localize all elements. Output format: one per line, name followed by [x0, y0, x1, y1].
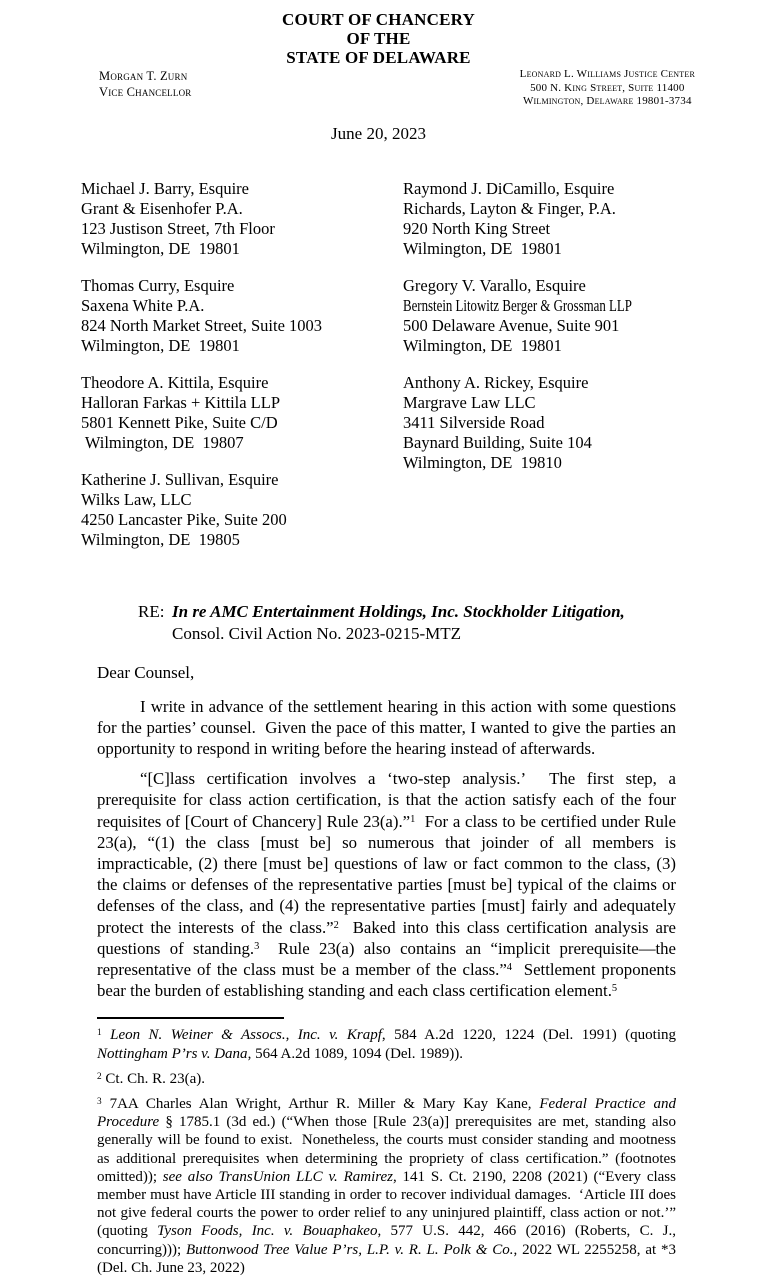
- recipient-line: Baynard Building, Suite 104: [403, 432, 592, 452]
- footnote: $^2$ Ct. Ch. R. 23(a).: [97, 1070, 205, 1087]
- recipient-line: Saxena White P.A.: [81, 295, 205, 315]
- recipient-line: Michael J. Barry, Esquire: [81, 178, 250, 198]
- recipient-line: Bernstein Litowitz Berger & Grossman LLP: [403, 295, 632, 315]
- recipient-line: Wilmington, DE 19810: [403, 452, 562, 472]
- recipient-line: Wilmington, DE 19801: [403, 238, 562, 258]
- footnote-separator: [97, 1017, 284, 1019]
- recipient-line: Gregory V. Varallo, Esquire: [403, 275, 586, 295]
- courthouse-address-line: 500 N. King Street, Suite 11400: [530, 81, 685, 94]
- case-name: In re AMC Entertainment Holdings, Inc. Stockholder Litigation,: [172, 601, 625, 621]
- court-header-line: OF THE: [346, 29, 411, 48]
- court-header: [0, 0, 757, 67]
- recipient-line: Katherine J. Sullivan, Esquire: [81, 469, 279, 489]
- recipient-line: Wilmington, DE 19807: [81, 432, 244, 452]
- courthouse-address-line: Wilmington, Delaware 19801-3734: [522, 95, 692, 107]
- judge-block: [99, 68, 191, 100]
- recipient-line: 4250 Lancaster Pike, Suite 200: [81, 509, 287, 529]
- recipient-block: [81, 179, 403, 259]
- recipient-line: Wilmington, DE 19801: [81, 238, 240, 258]
- recipient-line: Grant & Eisenhofer P.A.: [81, 198, 243, 218]
- footnote: $^1$ Leon N. Weiner & Assocs., Inc. v. Krapf, 584 A.2d 1220, 1224 (Del. 1991) (quoting Nottingham P’rs v. Dana, 564 A.2d 1089, 1094 (Del. 1989)).: [97, 1027, 676, 1062]
- recipient-line: Theodore A. Kittila, Esquire: [81, 372, 269, 392]
- recipient-block: [403, 373, 725, 473]
- letterhead-row: [0, 67, 757, 109]
- recipient-line: 824 North Market Street, Suite 1003: [81, 315, 323, 335]
- recipient-line: Anthony A. Rickey, Esquire: [403, 372, 589, 392]
- judge-name: Morgan T. Zurn: [99, 69, 188, 83]
- body-paragraph: I write in advance of the settlement hearing in this action with some questions for the parties’ counsel. Given the pace of this matter, I wanted to give the parties an opportunity to respond in writing before the hearing instead of afterwards.: [97, 696, 676, 758]
- footnote: $^3$ 7AA Charles Alan Wright, Arthur R. Miller & Mary Kay Kane, Federal Practice and Procedure § 1785.1 (3d ed.) (“When those [Rule 23(a)] prerequisites are met, standing also generally will be found to exist. Nonetheless, the courts must consider standing and mootness as additional prerequisites when determining the propriety of class certification.” (footnotes omitted)); see also TransUnion LLC v. Ramirez, 141 S. Ct. 2190, 2208 (2021) (“Every class member must have Article III standing in order to recover individual damages. ‘Article III does not give federal courts the power to order relief to any uninjured plaintiff, class action or not.’” (quoting Tyson Foods, Inc. v. Bouaphakeo, 577 U.S. 442, 466 (2016) (Roberts, C. J., concurring))); Buttonwood Tree Value P’rs, L.P. v. R. L. Polk & Co., 2022 WL 2255258, at *3 (Del. Ch. June 23, 2022): [97, 1095, 677, 1276]
- courthouse-address-line: Leonard L. Williams Justice Center: [519, 68, 695, 80]
- re-label: RE:: [138, 601, 165, 621]
- recipient-line: Halloran Farkas + Kittila LLP: [81, 392, 281, 412]
- recipient-block: [81, 470, 403, 550]
- case-number: Consol. Civil Action No. 2023-0215-MTZ: [172, 623, 461, 643]
- recipient-line: Wilmington, DE 19805: [81, 529, 240, 549]
- recipient-block: [81, 373, 403, 453]
- recipient-line: Wilmington, DE 19801: [403, 335, 562, 355]
- recipient-line: Richards, Layton & Finger, P.A.: [403, 198, 616, 218]
- recipient-line: Thomas Curry, Esquire: [81, 275, 235, 295]
- salutation: Dear Counsel,: [97, 662, 195, 682]
- recipient-line: 500 Delaware Avenue, Suite 901: [403, 315, 620, 335]
- court-header-line: COURT OF CHANCERY: [282, 10, 475, 29]
- letter-body: [97, 696, 676, 1002]
- recipient-line: Raymond J. DiCamillo, Esquire: [403, 178, 615, 198]
- judge-title: Vice Chancellor: [99, 85, 192, 99]
- recipient-line: 920 North King Street: [403, 218, 551, 238]
- recipient-block: [403, 179, 725, 259]
- courthouse-address: [520, 68, 695, 109]
- recipient-line: 3411 Silverside Road: [403, 412, 545, 432]
- recipient-block: [81, 276, 403, 356]
- recipient-block: [403, 276, 725, 356]
- recipient-line: Margrave Law LLC: [403, 392, 536, 412]
- recipient-line: Wilks Law, LLC: [81, 489, 192, 509]
- recipient-line: 123 Justison Street, 7th Floor: [81, 218, 275, 238]
- recipient-column-left: [81, 179, 403, 567]
- body-paragraph: “[C]lass certification involves a ‘two-step analysis.’ The first step, a prerequisite for class action certification, is that the action satisfy each of the four requisites of [Court of Chancery] Rule 23(a).”$^1$ For a class to be certified under Rule 23(a), “(1) the class [must be] so numerous that joinder of all members is impracticable, (2) there [must be] questions of law or fact common to the class, (3) the claims or defenses of the representative parties [must be] typical of the claims or defenses of the class, and (4) the representative parties [must] fairly and adequately protect the interests of the class.”$^2$ Baked into this class certification analysis are questions of standing.$^3$ Rule 23(a) also contains an “implicit prerequisite—the representative of the class must be a member of the class.”$^4$ Settlement proponents bear the burden of establishing standing and each class certification element.$^5$: [97, 769, 677, 1001]
- footnote-section: [97, 1017, 676, 1280]
- court-header-line: STATE OF DELAWARE: [286, 48, 471, 67]
- re-line: [138, 601, 757, 645]
- recipient-list: [81, 179, 757, 567]
- letter-date: June 20, 2023: [331, 123, 426, 143]
- recipient-line: Wilmington, DE 19801: [81, 335, 240, 355]
- recipient-column-right: [403, 179, 725, 567]
- re-text: [172, 601, 625, 645]
- recipient-line: 5801 Kennett Pike, Suite C/D: [81, 412, 278, 432]
